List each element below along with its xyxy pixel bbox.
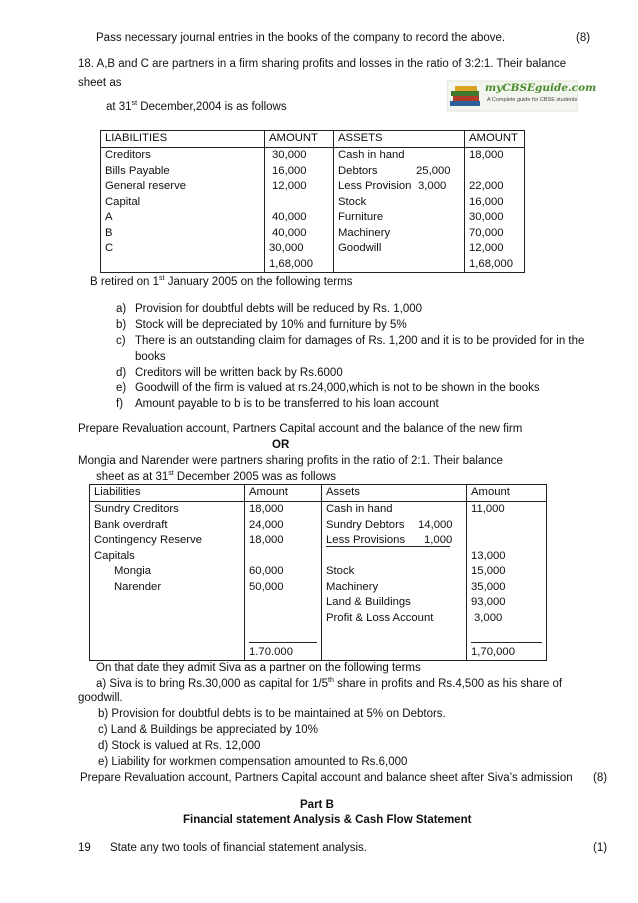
logo-title: myCBSEguide.com [485, 82, 597, 94]
alt-marks: (8) [593, 772, 608, 784]
alt-assets-col: Cash in hand Sundry Debtors 14,000 Less Provisions 1,000 Stock Machinery Land & Buildings Profit & Loss Account [322, 502, 467, 661]
alt-liabilities-col: Sundry Creditors Bank overdraft Contingency Reserve Capitals Mongia Narender [90, 502, 245, 661]
liab-amount-col: 30,000 16,000 12,000 40,000 40,000 30,000 1,68,000 [265, 148, 334, 273]
term-c-text: There is an outstanding claim for damages of Rs. 1,200 and it is to be provided for in the [135, 335, 585, 347]
term-b: b) [116, 319, 127, 331]
alt-line2: sheet as at 31st December 2005 was as follows [96, 470, 337, 483]
header-assets: ASSETS [334, 131, 465, 148]
liabilities-col: Creditors Bills Payable General reserve Capital A B C [101, 148, 265, 273]
term-f: f) [116, 398, 124, 410]
term-e: e) [116, 382, 127, 394]
term-c: c) [116, 335, 126, 347]
or-label: OR [272, 439, 290, 451]
admit-term-c: c) Land & Buildings be appreciated by 10% [98, 724, 318, 736]
asset-amount-col: 18,000 22,000 16,000 30,000 70,000 12,000 1,68,000 [465, 148, 525, 273]
q19-number: 19 [78, 842, 91, 854]
header-amount: Amount [467, 485, 547, 502]
admit-term-a-cont: goodwill. [78, 692, 123, 704]
mycbseguide-logo [447, 79, 597, 113]
term-f-text: Amount payable to b is to be transferred to his loan account [135, 398, 439, 410]
admit-term-b: b) Provision for doubtful debts is to be maintained at 5% on Debtors. [98, 708, 446, 720]
term-a: a) [116, 303, 127, 315]
header-amount: AMOUNT [265, 131, 334, 148]
term-c-cont: books [135, 351, 166, 363]
alt-line1: Mongia and Narender were partners sharing profits in the ratio of 2:1. Their balance [78, 455, 503, 467]
intro-line: Pass necessary journal entries in the books of the company to record the above. [96, 32, 506, 44]
logo-subtitle: A Complete guide for CBSE students [487, 97, 578, 103]
q19-marks: (1) [593, 842, 608, 854]
q18-date: at 31st December,2004 is as follows [106, 100, 287, 113]
header-liabilities: Liabilities [90, 485, 245, 502]
assets-col: Cash in hand Debtors 25,000 Less Provision 3,000 Stock Furniture Machinery Goodwill [334, 148, 465, 273]
part-b-title: Part B [300, 799, 334, 811]
q19-text: State any two tools of financial statement analysis. [110, 842, 367, 854]
header-liabilities: LIABILITIES [101, 131, 265, 148]
q18-balance-sheet [100, 130, 525, 273]
q18-line2: sheet as [78, 77, 122, 89]
alt-asset-amount-col: 11,000 13,000 15,000 35,000 93,000 3,000 1,70,000 [467, 502, 547, 661]
intro-marks: (8) [576, 32, 591, 44]
alt-prepare: Prepare Revaluation account, Partners Capital account and balance sheet after Siva’s admission [80, 772, 573, 784]
term-e-text: Goodwill of the firm is valued at rs.24,000,which is not to be shown in the books [135, 382, 540, 394]
alt-balance-sheet [89, 484, 547, 660]
admit-line: On that date they admit Siva as a partner on the following terms [96, 662, 421, 674]
q18-prepare: Prepare Revaluation account, Partners Capital account and the balance of the new firm [78, 423, 523, 435]
term-d: d) [116, 367, 127, 379]
header-amount: Amount [245, 485, 322, 502]
admit-term-e: e) Liability for workmen compensation amounted to Rs.6,000 [98, 756, 408, 768]
retire-line: B retired on 1st January 2005 on the following terms [90, 275, 353, 288]
alt-liab-amount-col: 18,000 24,000 18,000 60,000 50,000 1.70.000 [245, 502, 322, 661]
provision-underline [326, 546, 450, 547]
q18-line1: 18. A,B and C are partners in a firm sharing profits and losses in the ratio of 3:2:1. Their balance [78, 58, 567, 70]
alt-table-bottom [89, 660, 547, 661]
admit-term-d: d) Stock is valued at Rs. 12,000 [98, 740, 261, 752]
admit-term-a: a) Siva is to bring Rs.30,000 as capital for 1/5th share in profits and Rs.4,500 as his share of [96, 677, 563, 690]
term-b-text: Stock will be depreciated by 10% and furniture by 5% [135, 319, 407, 331]
term-d-text: Creditors will be written back by Rs.6000 [135, 367, 343, 379]
header-amount: AMOUNT [465, 131, 525, 148]
part-b-subtitle: Financial statement Analysis & Cash Flow Statement [183, 814, 472, 826]
header-assets: Assets [322, 485, 467, 502]
term-a-text: Provision for doubtful debts will be reduced by Rs. 1,000 [135, 303, 423, 315]
